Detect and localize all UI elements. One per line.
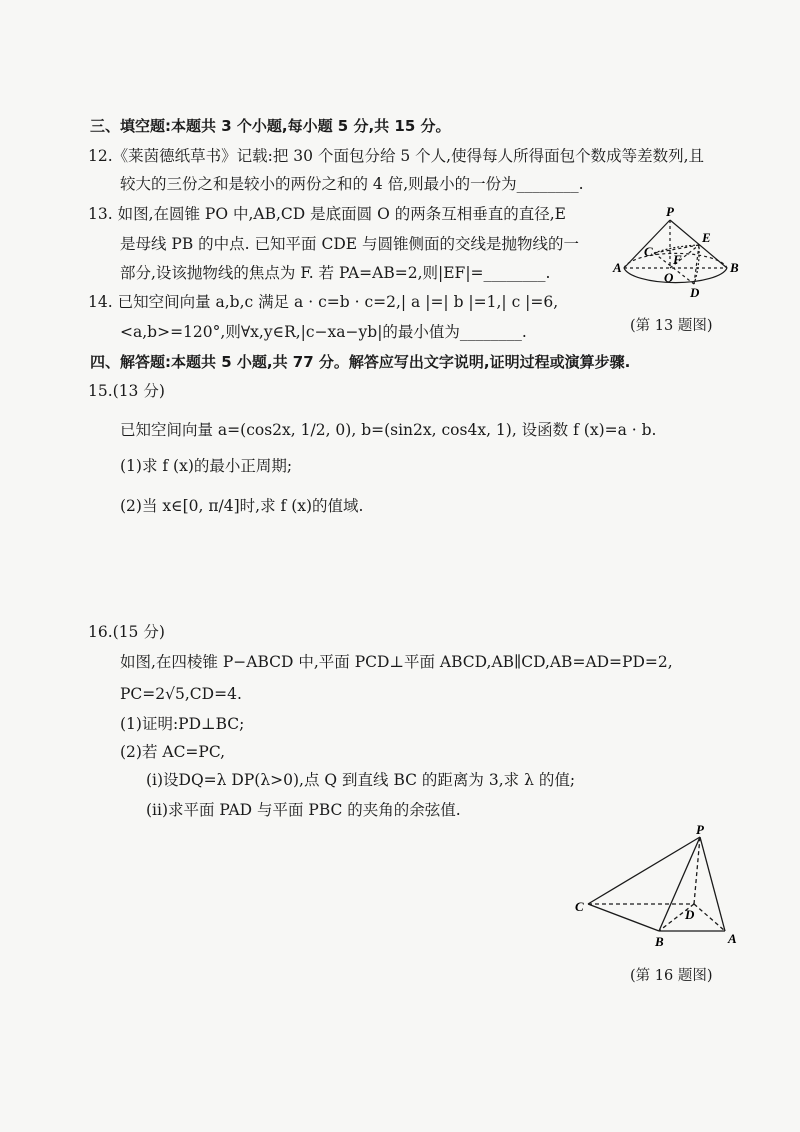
- fig16-caption: (第 16 题图): [630, 968, 713, 984]
- q16-part2: (2)若 AC=PC,: [120, 743, 226, 761]
- q13-line1: 13. 如图,在圆锥 PO 中,AB,CD 是底面圆 O 的两条互相垂直的直径,E: [88, 205, 566, 223]
- fig16-label-p: P: [696, 822, 704, 837]
- fig16-label-b: B: [655, 934, 664, 949]
- fig13-label-p: P: [666, 204, 674, 219]
- section4-heading: 四、解答题:本题共 5 小题,共 77 分。解答应写出文字说明,证明过程或演算步骤.: [90, 353, 631, 371]
- section3-heading: 三、填空题:本题共 3 个小题,每小题 5 分,共 15 分。: [90, 117, 451, 135]
- q14-line2: <a,b>=120°,则∀x,y∈R,|c−xa−yb|的最小值为________.: [120, 323, 527, 341]
- q15-head: 15.(13 分): [88, 382, 165, 400]
- fig13-label-d: D: [690, 285, 700, 300]
- q16-part1: (1)证明:PD⊥BC;: [120, 715, 245, 733]
- q15-part1: (1)求 f (x)的最小正周期;: [120, 457, 293, 475]
- q15-part2: (2)当 x∈[0, π/4]时,求 f (x)的值域.: [120, 497, 364, 515]
- fig13-label-e: E: [702, 230, 711, 245]
- fig13-label-c: C: [644, 244, 653, 259]
- fig13-label-a: A: [613, 260, 622, 275]
- q12-line1: 12.《莱茵德纸草书》记载:把 30 个面包分给 5 个人,使得每人所得面包个数成等差数列,且: [88, 147, 705, 165]
- fig13-label-o: O: [664, 270, 674, 285]
- fig16-label-a: A: [728, 931, 737, 946]
- q16-part2i: (i)设DQ=λ DP(λ>0),点 Q 到直线 BC 的距离为 3,求 λ 的值;: [146, 771, 576, 789]
- q13-line2: 是母线 PB 的中点. 已知平面 CDE 与圆锥侧面的交线是抛物线的一: [120, 235, 579, 253]
- fig13-label-f: F: [673, 252, 682, 267]
- figure-13-cone: [612, 204, 747, 300]
- q16-head: 16.(15 分): [88, 623, 165, 641]
- q16-line2: PC=2√5,CD=4.: [120, 685, 242, 703]
- q15-line1: 已知空间向量 a=(cos2x, 1/2, 0), b=(sin2x, cos4x, 1), 设函数 f (x)=a · b.: [120, 421, 657, 439]
- figure-16-pyramid: [572, 822, 752, 952]
- q13-line3: 部分,设该抛物线的焦点为 F. 若 PA=AB=2,则|EF|=________.: [120, 264, 551, 282]
- q12-line2: 较大的三份之和是较小的两份之和的 4 倍,则最小的一份为________.: [120, 175, 584, 193]
- fig16-label-c: C: [575, 899, 584, 914]
- q14-line1: 14. 已知空间向量 a,b,c 满足 a · c=b · c=2,| a |=| b |=1,| c |=6,: [88, 293, 559, 311]
- fig13-label-b: B: [730, 260, 739, 275]
- q16-line1: 如图,在四棱锥 P−ABCD 中,平面 PCD⊥平面 ABCD,AB∥CD,AB=AD=PD=2,: [120, 653, 673, 671]
- q16-part2ii: (ii)求平面 PAD 与平面 PBC 的夹角的余弦值.: [146, 801, 461, 819]
- fig16-label-d: D: [685, 907, 695, 922]
- fig13-caption: (第 13 题图): [630, 318, 713, 334]
